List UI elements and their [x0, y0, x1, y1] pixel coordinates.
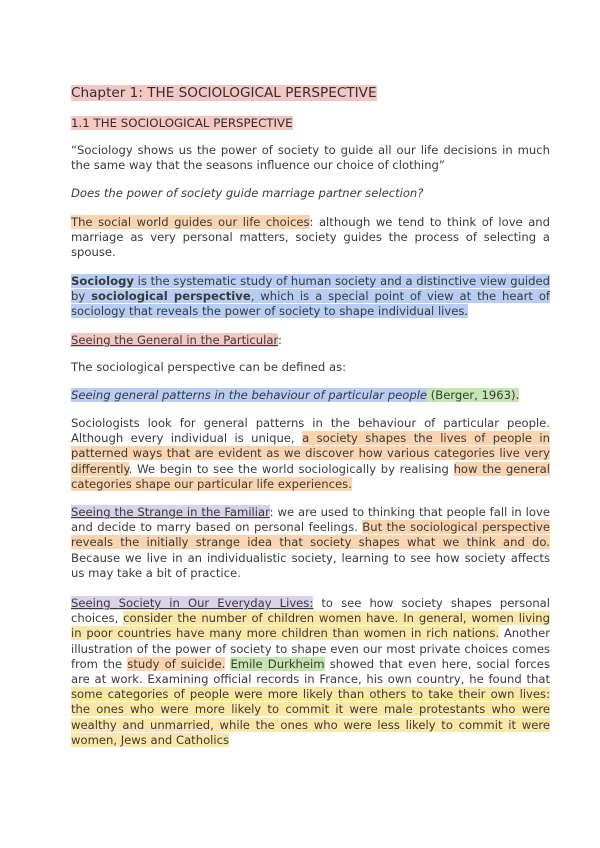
paragraph-sociology-definition: Sociology is the systematic study of human society and a distinctive view guided by sociological perspective, which is a special point of view at the heart of sociology that reveals the power of society to shape individual lives. — [71, 274, 550, 319]
question-paragraph: Does the power of society guide marriage partner selection? — [71, 186, 424, 200]
highlight: some categories of people were more likely than others to take their own lives: the ones who were more likely to commit it were male protestants who were wealthy and unmarried, while the ones who were less likely to commit it were women, Jews and Catholics — [71, 687, 550, 747]
subheading-general-particular: Seeing the General in the Particular: — [71, 333, 282, 347]
highlight: consider the number of children women have. In general, women living in poor countries have many more children than women in rich nations. — [71, 611, 550, 641]
definition-line: Seeing general patterns in the behaviour of particular people (Berger, 1963). — [71, 388, 520, 402]
term-sociology: Sociology — [71, 274, 134, 288]
highlight: The social world guides our life choices — [71, 215, 310, 229]
quote-paragraph: “Sociology shows us the power of society to guide all our life decisions in much the same way that the seasons influence our choice of clothing” — [71, 143, 550, 173]
highlight: how the general categories shape our particular life experiences. — [71, 461, 550, 491]
term-sociological-perspective: sociological perspective — [91, 289, 251, 304]
highlight: study of suicide. — [127, 656, 226, 671]
paragraph-everyday-lives: Seeing Society in Our Everyday Lives: to see how society shapes personal choices, consider the number of children women have. In general, women living in poor countries have many more children than women in rich nations. Another illustration of the power of society to shape even our most private choices comes from the study of suicide. Emile Durkheim showed that even here, social forces are at work. Examining official records in France, his own country, he found that some categories of people were more likely than others to take their own lives: the ones who were more likely to commit it were male protestants who were wealthy and unmarried, while the ones who were less likely to commit it were women, Jews and Catholics — [71, 596, 550, 747]
section-title: 1.1 THE SOCIOLOGICAL PERSPECTIVE — [71, 116, 293, 130]
subheading-strange-familiar: Seeing the Strange in the Familiar — [71, 505, 270, 519]
subheading-everyday-lives: Seeing Society in Our Everyday Lives: — [71, 596, 314, 610]
citation: (Berger, 1963). — [427, 388, 520, 402]
chapter-title: Chapter 1: THE SOCIOLOGICAL PERSPECTIVE — [71, 85, 377, 101]
paragraph-strange-familiar: Seeing the Strange in the Familiar: we are used to thinking that people fall in love and decide to marry based on personal feelings. But the sociological perspective reveals the initially strange idea that society shapes what we think and do. Because we live in an individualistic society, learning to see how society affects us may take a bit of practice. — [71, 505, 550, 580]
paragraph-defined-as: The sociological perspective can be defined as: — [71, 360, 347, 374]
paragraph-general-patterns: Sociologists look for general patterns in the behaviour of particular people. Although every individual is unique, a society shapes the lives of people in patterned ways that are evident as we discover how various categories live very differently. We begin to see the world sociologically by realising how the general categories shape our particular life experiences. — [71, 416, 550, 491]
highlight: But the sociological perspective reveals the initially strange idea that society shapes what we think and do. — [71, 520, 550, 550]
highlight: a society shapes the lives of people in patterned ways that are evident as we discover how various categories live very differently — [71, 431, 550, 476]
name-durkheim: Emile Durkheim — [230, 656, 325, 671]
paragraph-life-choices: The social world guides our life choices: although we tend to think of love and marriage as very personal matters, society guides the process of selecting a spouse. — [71, 215, 551, 260]
